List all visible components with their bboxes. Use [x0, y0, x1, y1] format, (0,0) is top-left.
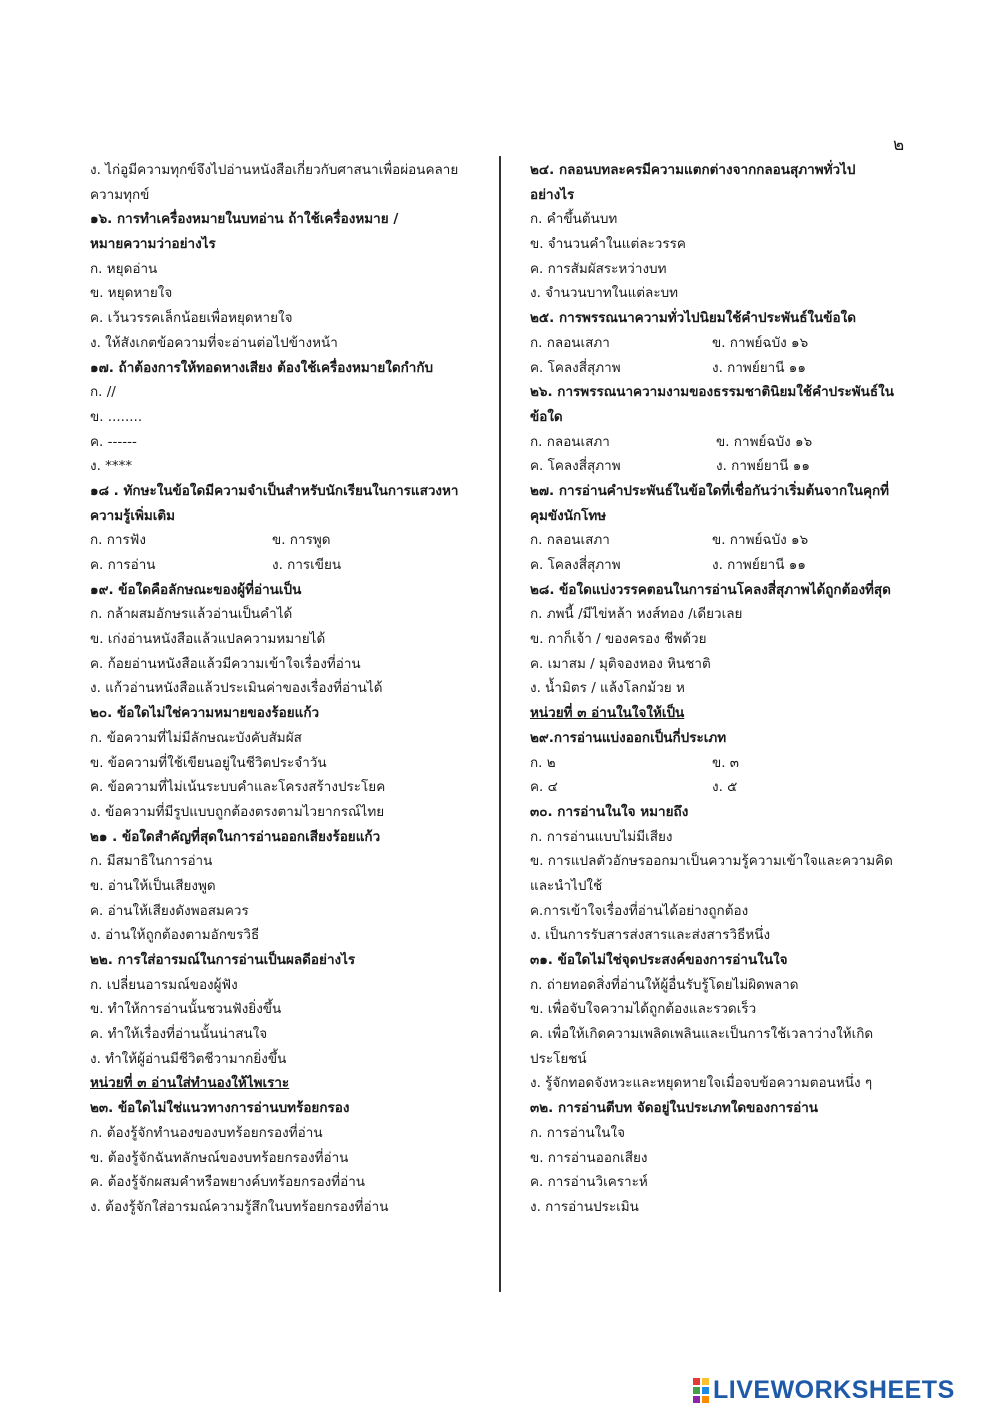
- option-text: ข. กาพย์ฉบัง ๑๖: [712, 532, 809, 549]
- option-row: [90, 553, 492, 578]
- option-text: ค. โคลงสี่สุภาพ: [530, 557, 621, 573]
- question-text: ๒๑ . ข้อใดสำคัญที่สุดในการอ่านออกเสียงร้อยแก้ว: [90, 828, 381, 845]
- option-text: ข. กาพย์ฉบัง ๑๖: [712, 334, 809, 351]
- option-text: ง. จำนวนบาทในแต่ละบท: [530, 285, 679, 302]
- column-divider: [499, 156, 501, 1292]
- option-row: [530, 356, 920, 381]
- question-text: ๒๐. ข้อใดไม่ใช่ความหมายของร้อยแก้ว: [90, 705, 320, 722]
- option-text: ค. อ่านให้เสียงดังพอสมควร: [90, 902, 249, 919]
- option-text: ง. ข้อความที่มีรูปแบบถูกต้องตรงตามไวยากรณ์ไทย: [90, 803, 385, 820]
- option-text: ก. ๒: [530, 754, 556, 771]
- question-text: ๒๘. ข้อใดแบ่งวรรคตอนในการอ่านโคลงสี่สุภาพได้ถูกต้องที่สุด: [530, 581, 891, 598]
- question-text: ๓๐. การอ่านในใจ หมายถึง: [530, 803, 689, 820]
- option-text: ง. กาพย์ยานี ๑๑: [712, 359, 806, 376]
- option-text: ประโยชน์: [530, 1050, 587, 1067]
- option-text: ง. เป็นการรับสารส่งสารและส่งสารวิธีหนึ่ง: [530, 927, 771, 944]
- option-text: ข. ข้อความที่ใช้เขียนอยู่ในชีวิตประจำวัน: [90, 754, 327, 771]
- option-text: ค. ๔: [530, 779, 558, 796]
- question-text: ๑๖. การทำเครื่องหมายในบทอ่าน ถ้าใช้เครื่องหมาย /: [90, 211, 399, 228]
- question-text: ๒๕. การพรรณนาความทั่วไปนิยมใช้คำประพันธ์ในข้อใด: [530, 310, 856, 327]
- option-text: ความทุกข์: [90, 186, 150, 203]
- option-row: [530, 751, 920, 776]
- question-text: ๒๔. กลอนบทละครมีความแตกต่างจากกลอนสุภาพทั่วไป: [530, 162, 856, 178]
- option-text: ง. กาพย์ยานี ๑๑: [716, 458, 810, 475]
- option-text: ข. การแปลตัวอักษรออกมาเป็นความรู้ความเข้าใจและความคิด: [530, 853, 893, 870]
- option-text: ค. โคลงสี่สุภาพ: [530, 458, 621, 475]
- option-text: ค. ------: [90, 433, 137, 450]
- option-text: ค. การสัมผัสระหว่างบท: [530, 260, 667, 277]
- option-row: [530, 454, 920, 479]
- logo-square: [702, 1378, 709, 1385]
- option-row: [530, 553, 920, 578]
- option-row: [530, 331, 920, 356]
- question-text: ๒๖. การพรรณนาความงามของธรรมชาตินิยมใช้คำประพันธ์ใน: [530, 384, 894, 401]
- liveworksheets-logo[interactable]: [692, 1374, 955, 1406]
- option-row: [530, 775, 920, 800]
- unit-heading: หน่วยที่ ๓ อ่านในใจให้เป็น: [530, 705, 685, 722]
- option-text: ง. ไก่อูมีความทุกข์จึงไปอ่านหนังสือเกี่ยวกับศาสนาเพื่อผ่อนคลาย: [90, 162, 459, 178]
- option-text: ค. เมาสม / มุติจองหอง หินชาติ: [530, 655, 711, 672]
- option-text: ค. เว้นวรรคเล็กน้อยเพื่อหยุดหายใจ: [90, 310, 293, 327]
- option-text: ง. การอ่านประเมิน: [530, 1198, 639, 1215]
- question-text: ความรู้เพิ่มเติม: [90, 507, 176, 524]
- question-text: ๓๒. การอ่านตีบท จัดอยู่ในประเภทใดของการอ่าน: [530, 1100, 819, 1117]
- option-text: ค. โคลงสี่สุภาพ: [530, 359, 621, 376]
- option-text: ค. เพื่อให้เกิดความเพลิดเพลินและเป็นการใช้เวลาว่างให้เกิด: [530, 1026, 874, 1043]
- logo-square: [693, 1387, 700, 1394]
- question-text: ๑๙. ข้อใดคือลักษณะของผู้ที่อ่านเป็น: [90, 581, 302, 598]
- option-text: ข. การอ่านออกเสียง: [530, 1149, 648, 1166]
- option-text: ง. ๕: [712, 779, 738, 796]
- option-text: ก. หยุดอ่าน: [90, 260, 158, 277]
- logo-text: LIVEWORKSHEETS: [713, 1375, 955, 1404]
- question-text: ข้อใด: [530, 408, 563, 425]
- option-text: ก. ข้อความที่ไม่มีลักษณะบังคับสัมผัส: [90, 729, 302, 746]
- question-text: ๒๓. ข้อใดไม่ใช่แนวทางการอ่านบทร้อยกรอง: [90, 1100, 350, 1117]
- question-text: ๑๗. ถ้าต้องการให้ทอดหางเสียง ต้องใช้เครื่องหมายใดกำกับ: [90, 359, 434, 376]
- logo-square: [693, 1396, 700, 1403]
- option-text: ก. การอ่านในใจ: [530, 1124, 626, 1141]
- option-row: [530, 528, 920, 553]
- option-text: ข. ทำให้การอ่านนั้นชวนฟังยิ่งขึ้น: [90, 1001, 282, 1018]
- option-text: ก. ต้องรู้จักทำนองของบทร้อยกรองที่อ่าน: [90, 1124, 323, 1141]
- option-text: ก. ถ่ายทอดสิ่งที่อ่านให้ผู้อื่นรับรู้โดยไม่ผิดพลาด: [530, 976, 799, 993]
- option-text: ข. ........: [90, 408, 143, 425]
- unit-heading: หน่วยที่ ๓ อ่านใส่ทำนองให้ไพเราะ: [90, 1075, 290, 1092]
- option-text: ก. มีสมาธิในการอ่าน: [90, 853, 213, 870]
- question-text: อย่างไร: [530, 186, 575, 203]
- option-text: ค. การอ่าน: [90, 557, 156, 573]
- option-text: ค. การอ่านวิเคราะห์: [530, 1174, 648, 1191]
- right-column: [530, 158, 920, 1220]
- option-text: ง. กาพย์ยานี ๑๑: [712, 557, 806, 573]
- question-text: ๒๒. การใส่อารมณ์ในการอ่านเป็นผลดีอย่างไร: [90, 952, 356, 968]
- option-text: ข. อ่านให้เป็นเสียงพูด: [90, 877, 216, 894]
- page-number: ๒: [893, 135, 905, 155]
- option-text: ข. ต้องรู้จักฉันทลักษณ์ของบทร้อยกรองที่อ่าน: [90, 1149, 349, 1166]
- option-text: ข. กาพย์ฉบัง ๑๖: [716, 433, 813, 450]
- question-text: ๒๗. การอ่านคำประพันธ์ในข้อใดที่เชื่อกันว่าเริ่มต้นจากในคุกที่: [530, 482, 890, 499]
- option-text: ก. การอ่านแบบไม่มีเสียง: [530, 828, 673, 845]
- option-row: [90, 528, 492, 553]
- option-text: ก. กล้าผสมอักษรแล้วอ่านเป็นคำได้: [90, 606, 293, 623]
- option-text: ง. น้ำมิตร / แล้งโลกม้วย ห: [530, 680, 685, 697]
- option-text: ข. หยุดหายใจ: [90, 285, 173, 302]
- option-text: ง. อ่านให้ถูกต้องตามอักขรวิธี: [90, 927, 260, 944]
- option-text: ง. รู้จักทอดจังหวะและหยุดหายใจเมื่อจบข้อความตอนหนึ่ง ๆ: [530, 1075, 873, 1092]
- option-text: ง. ต้องรู้จักใส่อารมณ์ความรู้สึกในบทร้อยกรองที่อ่าน: [90, 1198, 389, 1215]
- option-text: ก. การฟัง: [90, 532, 146, 549]
- option-text: ข. เพื่อจับใจความได้ถูกต้องและรวดเร็ว: [530, 1001, 757, 1018]
- option-text: ค.การเข้าใจเรื่องที่อ่านได้อย่างถูกต้อง: [530, 902, 749, 919]
- question-text: หมายความว่าอย่างไร: [90, 236, 216, 253]
- option-text: ค. ก้อยอ่านหนังสือแล้วมีความเข้าใจเรื่องที่อ่าน: [90, 655, 361, 672]
- option-text: ก. เปลี่ยนอารมณ์ของผู้ฟัง: [90, 976, 238, 993]
- option-text: ก. กลอนเสภา: [530, 334, 610, 351]
- option-row: [530, 430, 920, 455]
- question-text: ๒๙.การอ่านแบ่งออกเป็นกี่ประเภท: [530, 729, 727, 746]
- option-text: ข. การพูด: [272, 532, 331, 549]
- option-text: และนำไปใช้: [530, 877, 603, 894]
- option-text: ก. กลอนเสภา: [530, 532, 610, 549]
- option-text: ง. แก้วอ่านหนังสือแล้วประเมินค่าของเรื่องที่อ่านได้: [90, 680, 383, 697]
- option-text: ก. ภพนี้ /มีไข่หล้า หงส์ทอง /เดียวเลย: [530, 606, 743, 623]
- option-text: ง. ทำให้ผู้อ่านมีชีวิตชีวามากยิ่งขึ้น: [90, 1050, 287, 1067]
- question-text: คุมขังนักโทษ: [530, 507, 607, 524]
- option-text: ง. การเขียน: [272, 557, 342, 573]
- option-text: ข. จำนวนคำในแต่ละวรรค: [530, 236, 686, 253]
- logo-square: [702, 1396, 709, 1403]
- question-text: ๑๘ . ทักษะในข้อใดมีความจำเป็นสำหรับนักเรียนในการแสวงหา: [90, 482, 459, 499]
- option-text: ข. ๓: [712, 754, 740, 771]
- logo-square: [702, 1387, 709, 1394]
- option-text: ก. คำขึ้นต้นบท: [530, 211, 618, 228]
- option-text: ค. ต้องรู้จักผสมคำหรือพยางค์บทร้อยกรองที่อ่าน: [90, 1174, 366, 1191]
- option-text: ง. ให้สังเกตข้อความที่จะอ่านต่อไปข้างหน้า: [90, 334, 338, 351]
- logo-square: [693, 1378, 700, 1385]
- option-text: ก. กลอนเสภา: [530, 433, 610, 450]
- left-column: [90, 158, 492, 1220]
- option-text: ข. เก่งอ่านหนังสือแล้วแปลความหมายได้: [90, 631, 326, 648]
- option-text: ง. ****: [90, 458, 133, 475]
- option-text: ค. ทำให้เรื่องที่อ่านนั้นน่าสนใจ: [90, 1026, 268, 1043]
- option-text: ข. กาก็เจ้า / ของครอง ชีพด้วย: [530, 631, 707, 648]
- logo-grid-icon: [692, 1377, 710, 1404]
- option-text: ก. //: [90, 384, 116, 401]
- option-text: ค. ข้อความที่ไม่เน้นระบบคำและโครงสร้างประโยค: [90, 779, 386, 796]
- question-text: ๓๑. ข้อใดไม่ใช่จุดประสงค์ของการอ่านในใจ: [530, 952, 788, 968]
